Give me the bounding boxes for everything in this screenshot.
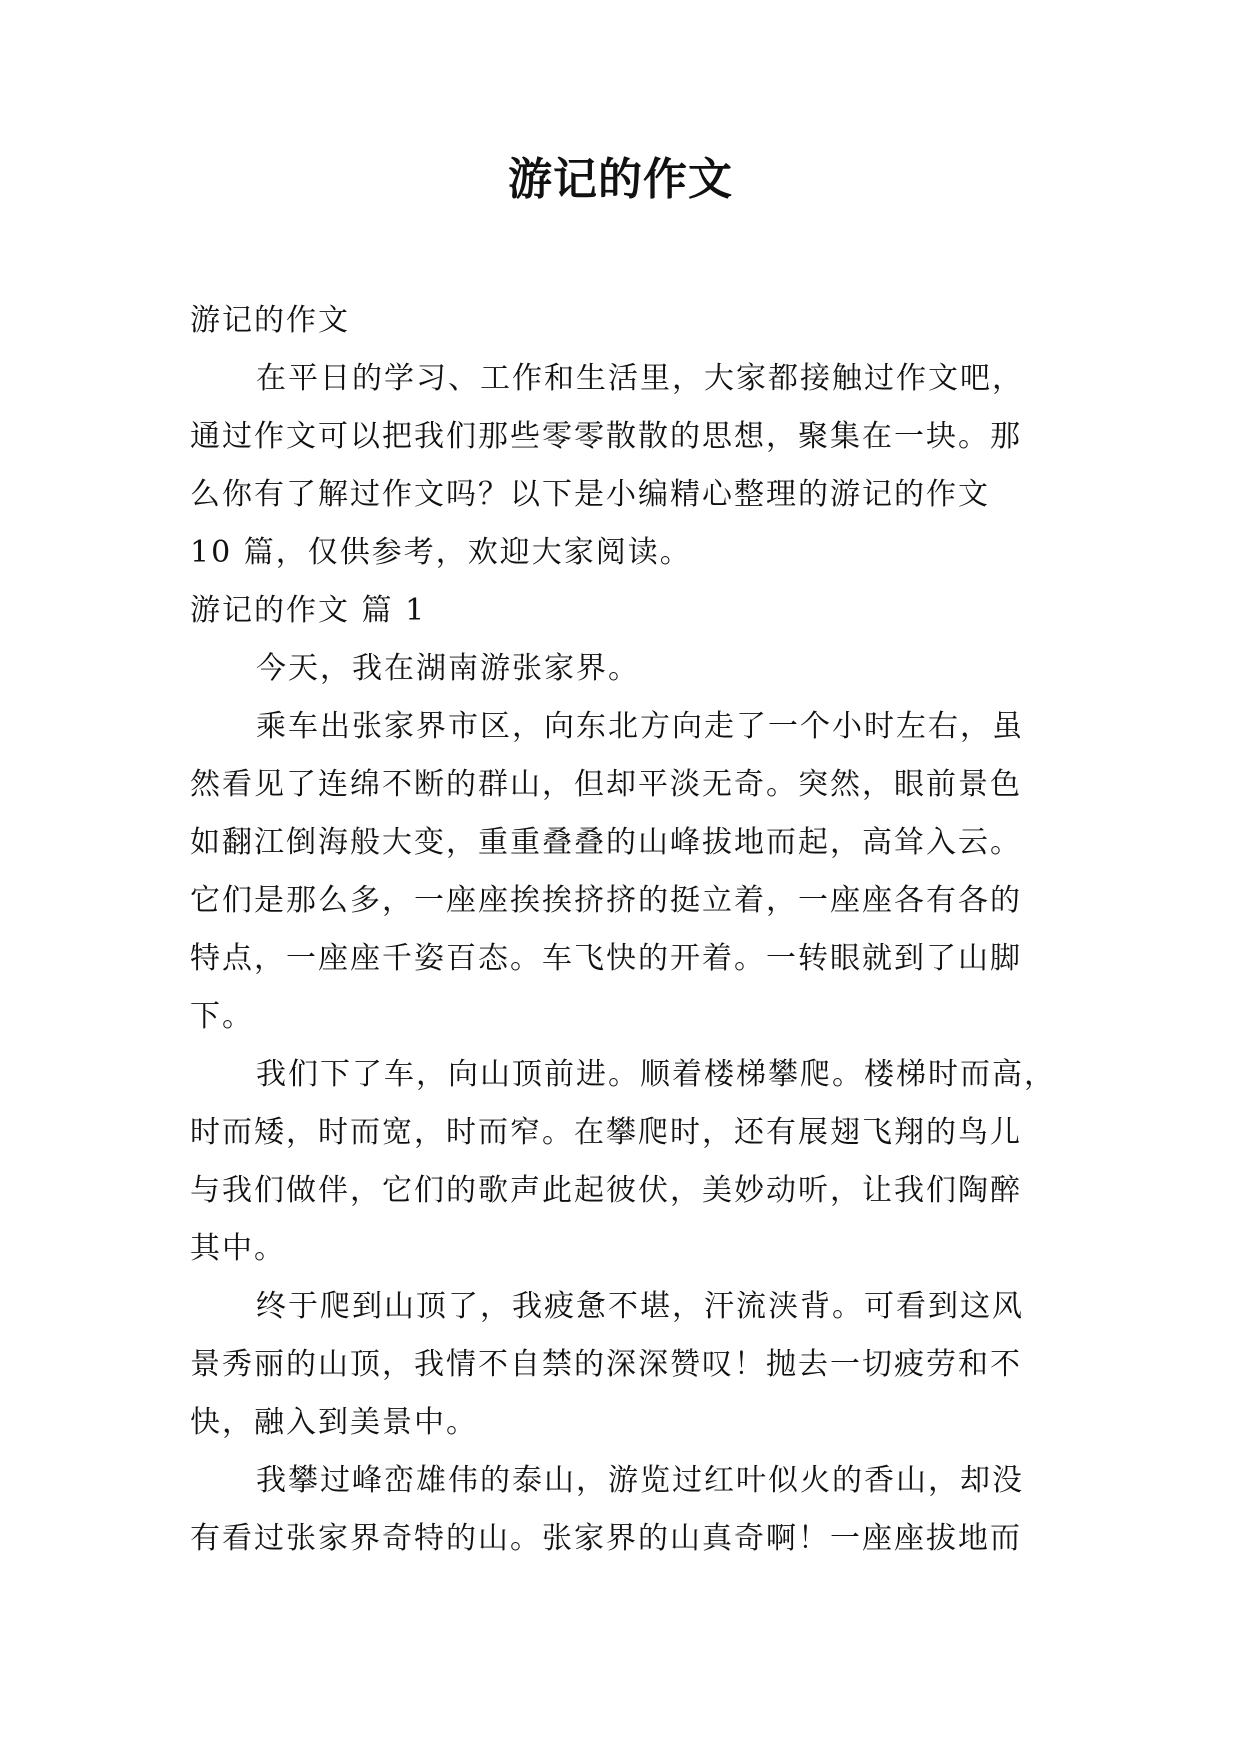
- text-line: 终于爬到山顶了，我疲惫不堪，汗流浃背。可看到这风: [256, 1289, 1024, 1324]
- text-line: 下。: [190, 999, 254, 1034]
- text-line: 它们是那么多，一座座挨挨挤挤的挺立着，一座座各有各的: [190, 883, 1022, 918]
- text-line: 游记的作文 篇 1: [190, 593, 427, 628]
- document-title: 游记的作文: [508, 154, 733, 205]
- text-line: 快，融入到美景中。: [190, 1405, 478, 1440]
- text-line: 景秀丽的山顶，我情不自禁的深深赞叹！抛去一切疲劳和不: [190, 1347, 1022, 1382]
- text-line: 在平日的学习、工作和生活里，大家都接触过作文吧，: [256, 361, 1024, 396]
- text-line: 么你有了解过作文吗？以下是小编精心整理的游记的作文: [190, 477, 990, 512]
- document-body: [190, 292, 1070, 1568]
- text-line: 游记的作文: [190, 303, 350, 338]
- text-line: 今天，我在湖南游张家界。: [256, 651, 640, 686]
- text-line: 通过作文可以把我们那些零零散散的思想，聚集在一块。那: [190, 419, 1022, 454]
- text-line: 乘车出张家界市区，向东北方向走了一个小时左右，虽: [256, 709, 1024, 744]
- text-line: 我攀过峰峦雄伟的泰山，游览过红叶似火的香山，却没: [256, 1463, 1024, 1498]
- text-line: 特点，一座座千姿百态。车飞快的开着。一转眼就到了山脚: [190, 941, 1022, 976]
- text-line: 如翻江倒海般大变，重重叠叠的山峰拔地而起，高耸入云。: [190, 825, 1022, 860]
- text-line: 我们下了车，向山顶前进。顺着楼梯攀爬。楼梯时而高，: [256, 1057, 1056, 1092]
- text-line: 时而矮，时而宽，时而窄。在攀爬时，还有展翅飞翔的鸟儿: [190, 1115, 1022, 1150]
- text-line: 与我们做伴，它们的歌声此起彼伏，美妙动听，让我们陶醉: [190, 1173, 1022, 1208]
- text-line: 有看过张家界奇特的山。张家界的山真奇啊！一座座拔地而: [190, 1521, 1022, 1556]
- text-line: 其中。: [190, 1231, 286, 1266]
- text-line: 然看见了连绵不断的群山，但却平淡无奇。突然，眼前景色: [190, 767, 1022, 802]
- text-line: 10 篇，仅供参考，欢迎大家阅读。: [190, 535, 692, 570]
